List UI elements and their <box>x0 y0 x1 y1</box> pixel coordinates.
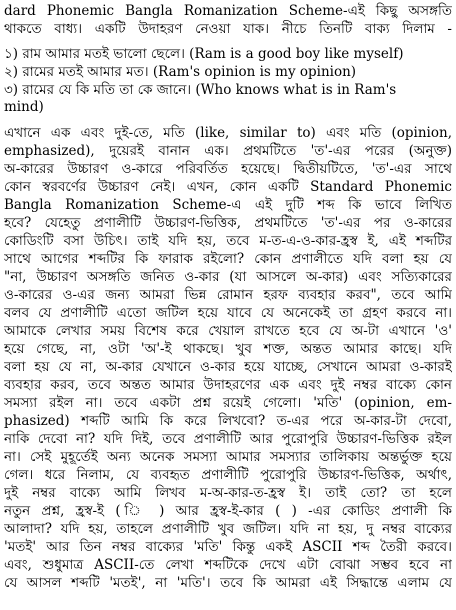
text-line: "না, উচ্চারণ অসঙ্গতি জনিত ও-কার (যা আসলে অ-কার) এবং সত্যিকারের <box>4 269 452 285</box>
text-line: বলা হয় যে না, অ-কার যেখানে ও-কার হয়ে যাচ্ছে, সেখানে আমরা ও-কারই <box>4 359 452 375</box>
text-line: অ-কারের উচ্চারণ ও-কারে পরিবর্তিত হয়েছে। দ্বিতীয়টিতে, 'ত'-এর সাথে <box>4 161 452 177</box>
text-line: এবং, শুধুমাত্র ASCII-তে লেখা শব্দটিকে দেখে এটা বোঝা সম্ভব হবে না <box>4 557 452 573</box>
text-line: ব্যবহার করব, তবে অন্তত আমার উদাহরণের এক এবং দুই নম্বর বাক্যে কোন <box>4 377 452 393</box>
text-line: গেল। ধরে নিলাম, যে ব্যবহৃত প্রণালীটি পুরোপুরি উচ্চারণ-ভিত্তিক, অর্থাৎ, <box>4 467 452 483</box>
text-line: phasized) শব্দটি আমি কি করে লিখবো? ত-এর পরে অ-কার-টা দেবো, <box>4 413 452 429</box>
text-line: হয়ে গেছে, না, ওটা 'অ'-ই থাকছে। খুব শক্ত, অন্তত আমার কাছে। যদি <box>4 341 452 357</box>
text-line: নাকি দেবো না? যদি দিই, তবে প্রণালীটি আর পুরোপুরি উচ্চারণ-ভিত্তিক রইল <box>4 431 452 447</box>
text-line: থাকতে বাধ্য। একটি উদাহরণ নেওয়া যাক। নীচে তিনটি বাক্য দিলাম - <box>4 21 452 37</box>
text-line: কোন স্বরবর্ণের উচ্চারণ নেই। এখন, কোন একটি Standard Phonemic <box>4 179 452 195</box>
text-line: সাথে আগের শব্দটির কি ফারাক রইলো? কোন প্রণালীতে যদি বলা হয় যে <box>4 251 452 267</box>
text-line: বলব যে প্রণালীটি এতো জটিল হয়ে যাবে যে অনেকেই তা গ্রহণ করবে না। <box>4 305 452 321</box>
text-line: dard Phonemic Bangla Romanization Scheme-এই কিছু অসঙ্গতি <box>4 3 452 19</box>
text-line: যে আসল শব্দটি 'মতই', না 'মতি'। তবে কি আমরা এই সিদ্ধান্তে এলাম যে <box>4 575 452 591</box>
text-line: আলাদা? যদি হয়, তাহলে প্রণালীটি খুব জটিল। যদি না হয়, দু নম্বর বাক্যের <box>4 521 452 537</box>
text-line: আমাকে লেখার সময় বিশেষ করে খেয়াল রাখতে হবে যে অ-টা এখানে 'ও' <box>4 323 452 339</box>
text-line: emphasized), দুয়েরই বানান এক। প্রথমটিতে 'ত'-এর পরের (অনুক্ত) <box>4 143 452 159</box>
text-line: ৩) রামের যে কি মতি তা কে জানে। (Who knows what is in Ram's <box>4 82 397 98</box>
text-line: ২) রামের মতই আমার মত। (Ram's opinion is my opinion) <box>4 64 357 80</box>
text-line: দুই নম্বর বাক্যে আমি লিখব ম-অ-কার-ত-হ্রস্ব ই। তাই তো? তা হলে <box>4 485 452 501</box>
text-line: কোডিংটি বসা উচিৎ। তাই যদি হয়, তবে ম-ত-এ-ও-কার-হ্রস্ব ই, এই শব্দটির <box>4 233 452 249</box>
text-line: Bangla Romanization Scheme-এ এই দুটি শব্দ কি ভাবে লিখিত <box>4 197 452 213</box>
text-line: ১) রাম আমার মতই ভালো ছেলে। (Ram is a good boy like myself) <box>4 46 404 62</box>
text-line: mind) <box>4 99 44 115</box>
text-line: সমস্যা রইল না। তবে একটা প্রশ্ন রয়েই গেলো। 'মতি' (opinion, em- <box>4 395 452 411</box>
text-line: না। সেই মুহূর্তেই অন্য অনেক সমস্যা আমার সমস্যার তালিকায় অন্তর্ভুক্ত হয়ে <box>4 449 452 465</box>
text-line: হবে? যেহেতু প্রণালীটি উচ্চারণ-ভিত্তিক, প্রথমটিতে 'ত'-এর পর ও-কারের <box>4 215 452 231</box>
text-line: 'মতই' আর তিন নম্বর বাক্যের 'মতি' কিন্তু একই ASCII শব্দ তৈরী করবে। <box>4 539 452 555</box>
text-line: নতুন প্রশ্ন, হ্রস্ব-ই ( ি ) আর হ্রস্ব-ই-কার ( ) -এর কোডিং প্রণালী কি <box>4 503 452 519</box>
text-line: এখানে এক এবং দুই-তে, মতি (like, similar to) এবং মতি (opinion, <box>4 125 452 141</box>
text-line: ও-কারের ও-এর জন্য আমরা ভিন্ন রোমান হরফ ব্যবহার করব", তবে আমি <box>4 287 452 303</box>
